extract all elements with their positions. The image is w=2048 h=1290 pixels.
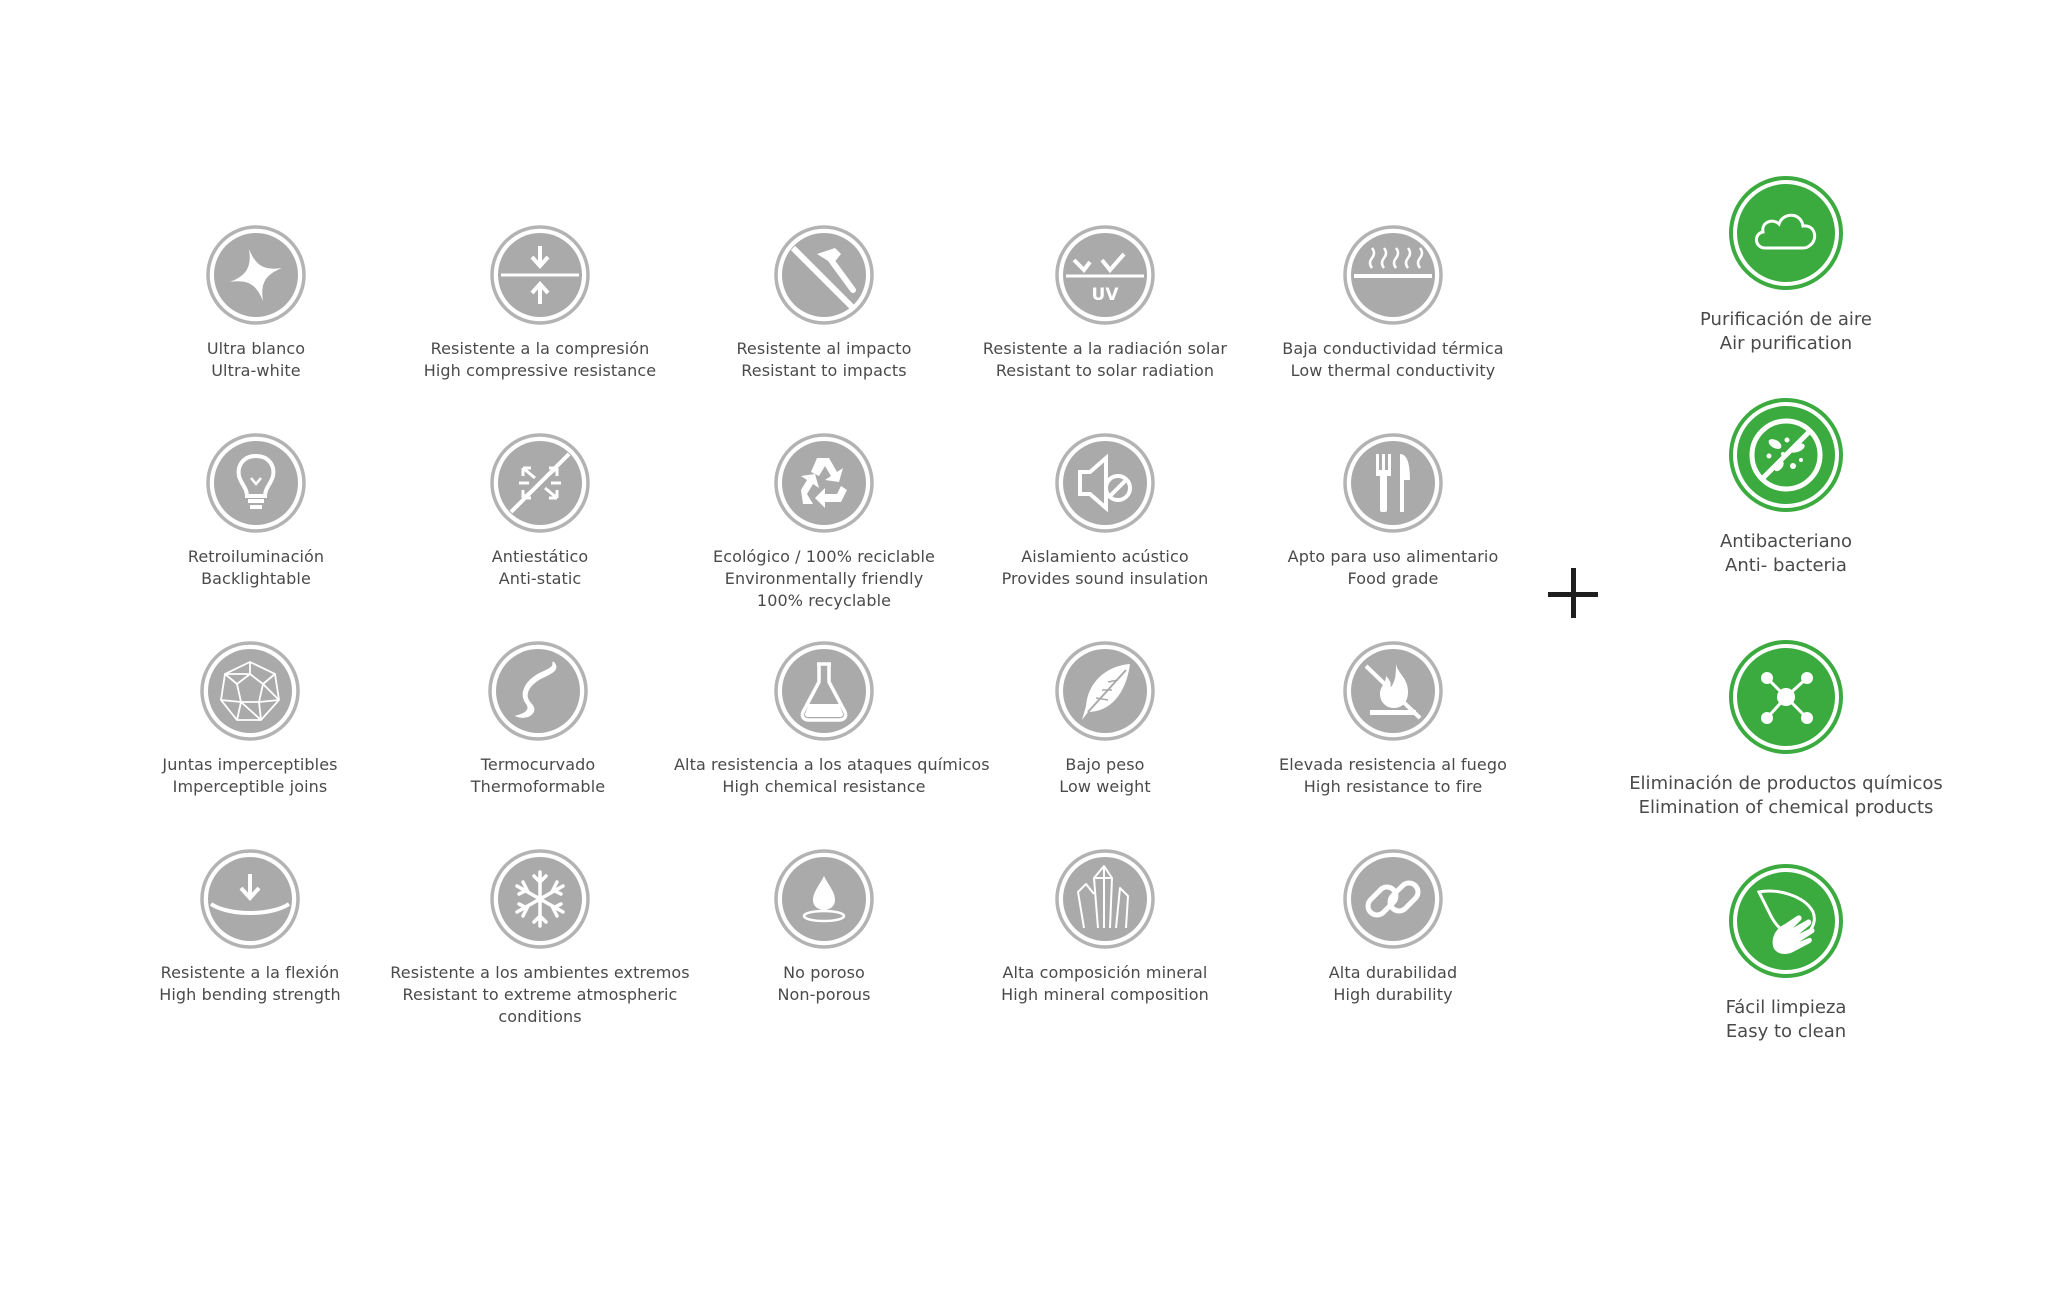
feature-low-weight <box>955 640 1255 798</box>
bend-arrow-icon <box>199 848 301 950</box>
crystals-icon <box>1054 848 1156 950</box>
no-fire-icon <box>1342 640 1444 742</box>
feature-backlightable <box>106 432 406 590</box>
no-bacteria-icon <box>1727 396 1845 514</box>
feature-solar-radiation <box>955 224 1255 382</box>
label-es: Antibacteriano <box>1719 531 1853 552</box>
feature-impact-resistance <box>674 224 974 382</box>
label-en: High resistance to fire <box>1303 777 1483 796</box>
plus-sign <box>1548 568 1600 620</box>
label-es: Eliminación de productos químicos <box>1629 773 1943 794</box>
label-es: Alta resistencia a los ataques químicos <box>674 755 990 774</box>
label-es: Resistente a la compresión <box>430 339 650 358</box>
feature-extreme-environments <box>390 848 690 1028</box>
label-en: Elimination of chemical products <box>1638 797 1934 818</box>
feature-sound-insulation <box>955 432 1255 590</box>
hand-wiping-icon <box>1727 862 1845 980</box>
label-en: Anti- bacteria <box>1725 555 1847 576</box>
label-en: High bending strength <box>159 985 341 1004</box>
feature-food-grade <box>1243 432 1543 590</box>
feather-icon <box>1054 640 1156 742</box>
label-es: Antiestático <box>491 547 589 566</box>
compression-arrows-icon <box>489 224 591 326</box>
feature-thermal-conductivity <box>1243 224 1543 382</box>
label-en: Non-porous <box>777 985 871 1004</box>
label-en: Thermoformable <box>470 777 606 796</box>
lightbulb-icon <box>205 432 307 534</box>
s-curve-icon <box>487 640 589 742</box>
label-es: Resistente a los ambientes extremos <box>390 963 690 982</box>
label-en: Resistant to solar radiation <box>995 361 1215 380</box>
label-es: Resistente al impacto <box>736 339 912 358</box>
extra-air-purification <box>1616 174 1956 356</box>
label-es: Elevada resistencia al fuego <box>1279 755 1507 774</box>
feature-chemical-resistance <box>674 640 990 798</box>
uv-radiation-icon <box>1054 224 1156 326</box>
label-es: Purificación de aire <box>1700 309 1872 330</box>
polyhedron-icon <box>199 640 301 742</box>
label-en: High compressive resistance <box>423 361 657 380</box>
label-en: Easy to clean <box>1725 1021 1847 1042</box>
feature-ultra-white <box>106 224 406 382</box>
label-en: Imperceptible joins <box>172 777 328 796</box>
label-en: Resistant to extreme atmospheric <box>402 985 678 1004</box>
label-en: Provides sound insulation <box>1001 569 1209 588</box>
label-es: Retroiluminación <box>187 547 325 566</box>
label-es: Juntas imperceptibles <box>162 755 338 774</box>
label-en: Backlightable <box>201 569 311 588</box>
feature-imperceptible-joins <box>100 640 400 798</box>
label-es: Resistente a la flexión <box>160 963 340 982</box>
label-es: Termocurvado <box>480 755 596 774</box>
label-en: High chemical resistance <box>722 777 926 796</box>
label-es: Alta durabilidad <box>1328 963 1458 982</box>
heat-waves-icon <box>1342 224 1444 326</box>
water-drop-icon <box>773 848 875 950</box>
recycle-icon <box>773 432 875 534</box>
speaker-muted-icon <box>1054 432 1156 534</box>
chain-link-icon <box>1342 848 1444 950</box>
label-es: Aislamiento acústico <box>1021 547 1189 566</box>
label-en-line2: 100% recyclable <box>756 591 892 610</box>
cloud-icon <box>1727 174 1845 292</box>
molecule-icon <box>1727 638 1845 756</box>
feature-non-porous <box>674 848 974 1006</box>
label-en: High mineral composition <box>1001 985 1209 1004</box>
feature-durability <box>1243 848 1543 1006</box>
feature-thermoformable <box>388 640 688 798</box>
feature-bending-strength <box>100 848 400 1006</box>
feature-fire-resistance <box>1243 640 1543 798</box>
feature-recyclable <box>674 432 974 612</box>
label-es: Resistente a la radiación solar <box>982 339 1228 358</box>
svg-text:UV: UV <box>1091 285 1119 305</box>
fork-knife-icon <box>1342 432 1444 534</box>
feature-anti-static <box>390 432 690 590</box>
extra-anti-bacteria <box>1616 396 1956 578</box>
label-es: Apto para uso alimentario <box>1287 547 1499 566</box>
snowflake-icon <box>489 848 591 950</box>
label-en: Low weight <box>1059 777 1151 796</box>
label-en: Low thermal conductivity <box>1290 361 1496 380</box>
label-es: No poroso <box>783 963 865 982</box>
label-en: Air purification <box>1719 333 1853 354</box>
extra-chemical-elimination <box>1616 638 1956 820</box>
label-en: Resistant to impacts <box>741 361 907 380</box>
label-es: Alta composición mineral <box>1002 963 1208 982</box>
label-en: Food grade <box>1347 569 1439 588</box>
flask-icon <box>773 640 875 742</box>
label-en: High durability <box>1333 985 1453 1004</box>
label-en: Ultra-white <box>211 361 301 380</box>
label-en: Environmentally friendly <box>724 569 924 588</box>
label-es: Ultra blanco <box>206 339 306 358</box>
label-es: Ecológico / 100% reciclable <box>712 547 935 566</box>
label-es: Bajo peso <box>1065 755 1145 774</box>
feature-compressive-resistance <box>390 224 690 382</box>
feature-mineral-composition <box>955 848 1255 1006</box>
label-en: Anti-static <box>498 569 582 588</box>
label-en-line2: conditions <box>498 1007 582 1026</box>
anti-static-icon <box>489 432 591 534</box>
extra-easy-to-clean <box>1616 862 1956 1044</box>
hammer-icon <box>773 224 875 326</box>
sparkle-star-icon <box>205 224 307 326</box>
label-es: Fácil limpieza <box>1725 997 1847 1018</box>
label-es: Baja conductividad térmica <box>1282 339 1504 358</box>
